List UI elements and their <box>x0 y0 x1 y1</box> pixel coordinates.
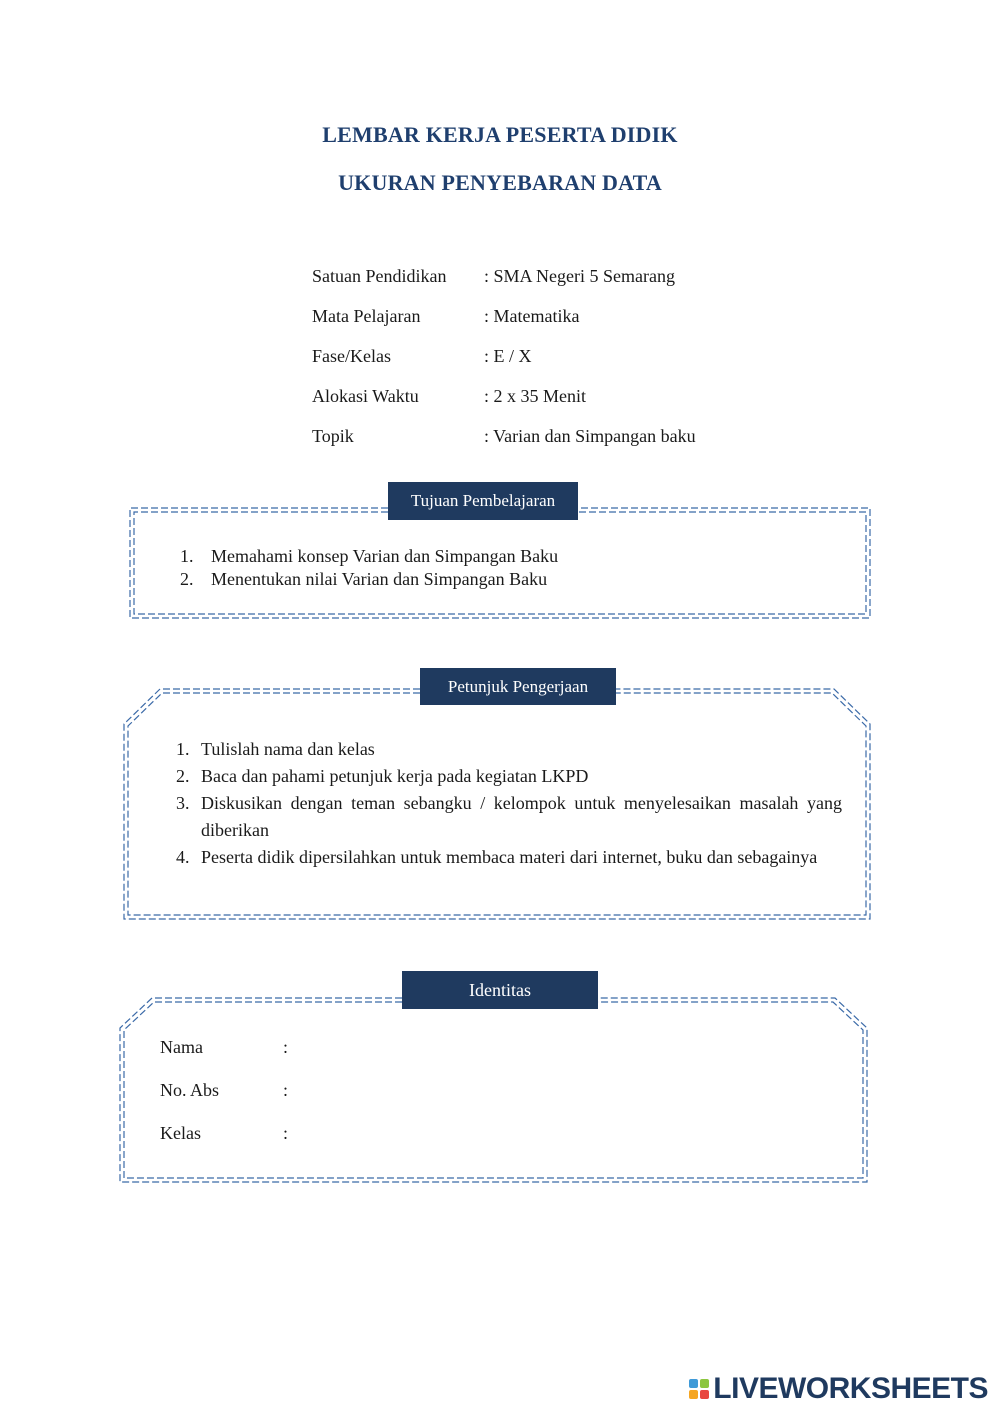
list-text: Tulislah nama dan kelas <box>201 739 375 759</box>
liveworksheets-logo[interactable] <box>689 1372 988 1406</box>
list-number: 4. <box>176 847 190 867</box>
identitas-colon: : <box>283 1080 289 1100</box>
page-title: LEMBAR KERJA PESERTA DIDIK <box>322 122 678 147</box>
petunjuk-list <box>176 736 842 871</box>
info-value: : Matematika <box>484 306 580 326</box>
identitas-colon: : <box>283 1037 289 1057</box>
list-text: Baca dan pahami petunjuk kerja pada kegiatan LKPD <box>201 766 589 786</box>
tujuan-header: Tujuan Pembelajaran <box>388 482 578 520</box>
list-number: 2. <box>180 569 194 589</box>
liveworksheets-logo-icon <box>689 1379 709 1399</box>
info-label: Topik <box>312 426 354 446</box>
list-text: Diskusikan dengan teman sebangku / kelompok untuk menyelesaikan masalah yang diberikan <box>201 793 842 840</box>
list-text: Peserta didik dipersilahkan untuk membaca materi dari internet, buku dan sebagainya <box>201 847 818 867</box>
petunjuk-header: Petunjuk Pengerjaan <box>420 668 616 705</box>
identitas-row-nama <box>160 1037 288 1058</box>
list-item <box>180 545 820 568</box>
info-label: Satuan Pendidikan <box>312 266 447 286</box>
identitas-row-abs <box>160 1080 288 1101</box>
identitas-row-kelas <box>160 1123 288 1144</box>
info-label: Mata Pelajaran <box>312 306 421 326</box>
list-text: Menentukan nilai Varian dan Simpangan Baku <box>211 569 548 589</box>
list-item <box>176 736 842 763</box>
identitas-header: Identitas <box>402 971 598 1009</box>
list-item <box>176 763 842 790</box>
list-number: 1. <box>176 739 190 759</box>
info-label: Alokasi Waktu <box>312 386 419 406</box>
list-number: 3. <box>176 793 190 813</box>
info-label: Fase/Kelas <box>312 346 391 366</box>
list-number: 1. <box>180 546 194 566</box>
page-subtitle: UKURAN PENYEBARAN DATA <box>338 170 662 195</box>
list-number: 2. <box>176 766 190 786</box>
identitas-label: Nama <box>160 1037 203 1057</box>
info-value: : E / X <box>484 346 532 366</box>
list-item <box>176 790 842 844</box>
list-item <box>176 844 842 871</box>
info-value: : Varian dan Simpangan baku <box>484 426 696 446</box>
identitas-colon: : <box>283 1123 289 1143</box>
identitas-label: No. Abs <box>160 1080 220 1100</box>
tujuan-list <box>180 545 820 591</box>
info-value: : SMA Negeri 5 Semarang <box>484 266 675 286</box>
list-item <box>180 568 820 591</box>
info-value: : 2 x 35 Menit <box>484 386 586 406</box>
list-text: Memahami konsep Varian dan Simpangan Baku <box>211 546 559 566</box>
identitas-label: Kelas <box>160 1123 201 1143</box>
logo-text: LIVEWORKSHEETS <box>713 1372 988 1405</box>
